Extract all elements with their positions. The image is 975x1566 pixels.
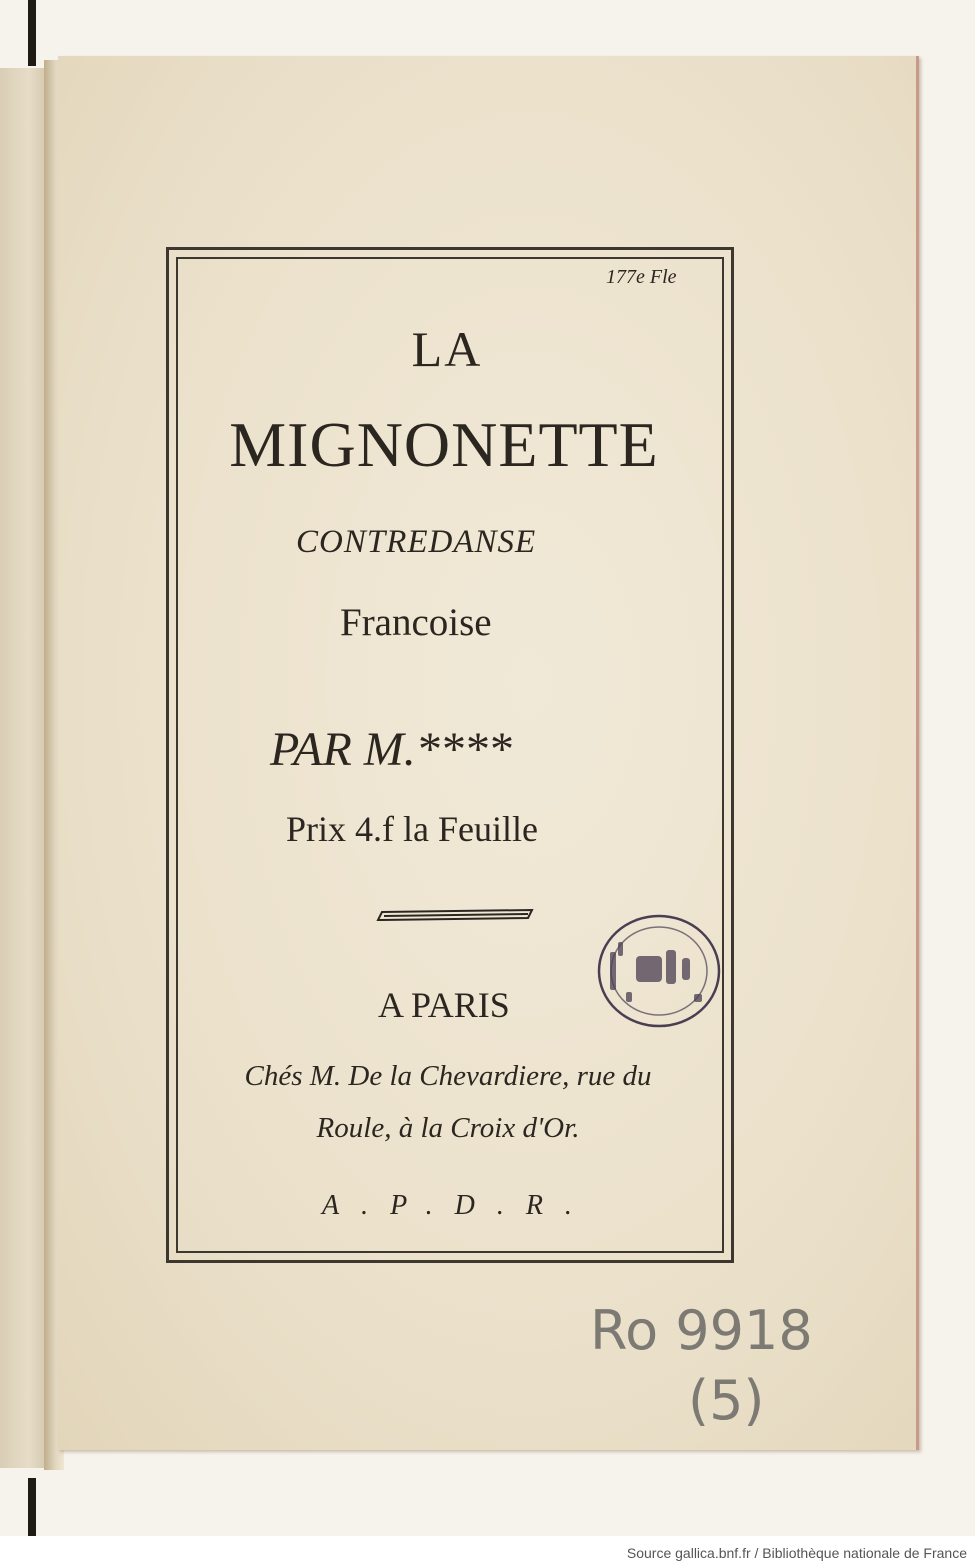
binding-spine-top (28, 0, 36, 66)
title-line-1: LA (411, 321, 483, 377)
call-number-line-1: Ro 9918 (590, 1299, 813, 1362)
subtitle-style: Francoise (340, 601, 492, 644)
library-stamp-icon (596, 912, 722, 1030)
source-credit: Source gallica.bnf.fr / Bibliothèque nationale de France (626, 1545, 967, 1561)
price-line: Prix 4.f la Feuille (286, 809, 538, 849)
shelf-number: 177e Fle (606, 266, 677, 288)
binding-spine-bottom (28, 1478, 36, 1536)
subtitle-genre: CONTREDANSE (296, 524, 537, 560)
title-line-2: MIGNONETTE (229, 409, 659, 480)
imprint-publisher: Chés M. De la Chevardiere, rue du Roule, à la Croix d'Or. (244, 1060, 652, 1144)
pencil-call-number (590, 1296, 813, 1436)
decorative-rule (376, 908, 534, 924)
author-line: PAR M.**** (270, 723, 512, 776)
call-number-line-2: (5) (688, 1369, 765, 1432)
royal-privilege: A.P.D.R. (322, 1190, 594, 1221)
imprint-place: A PARIS (378, 985, 510, 1025)
